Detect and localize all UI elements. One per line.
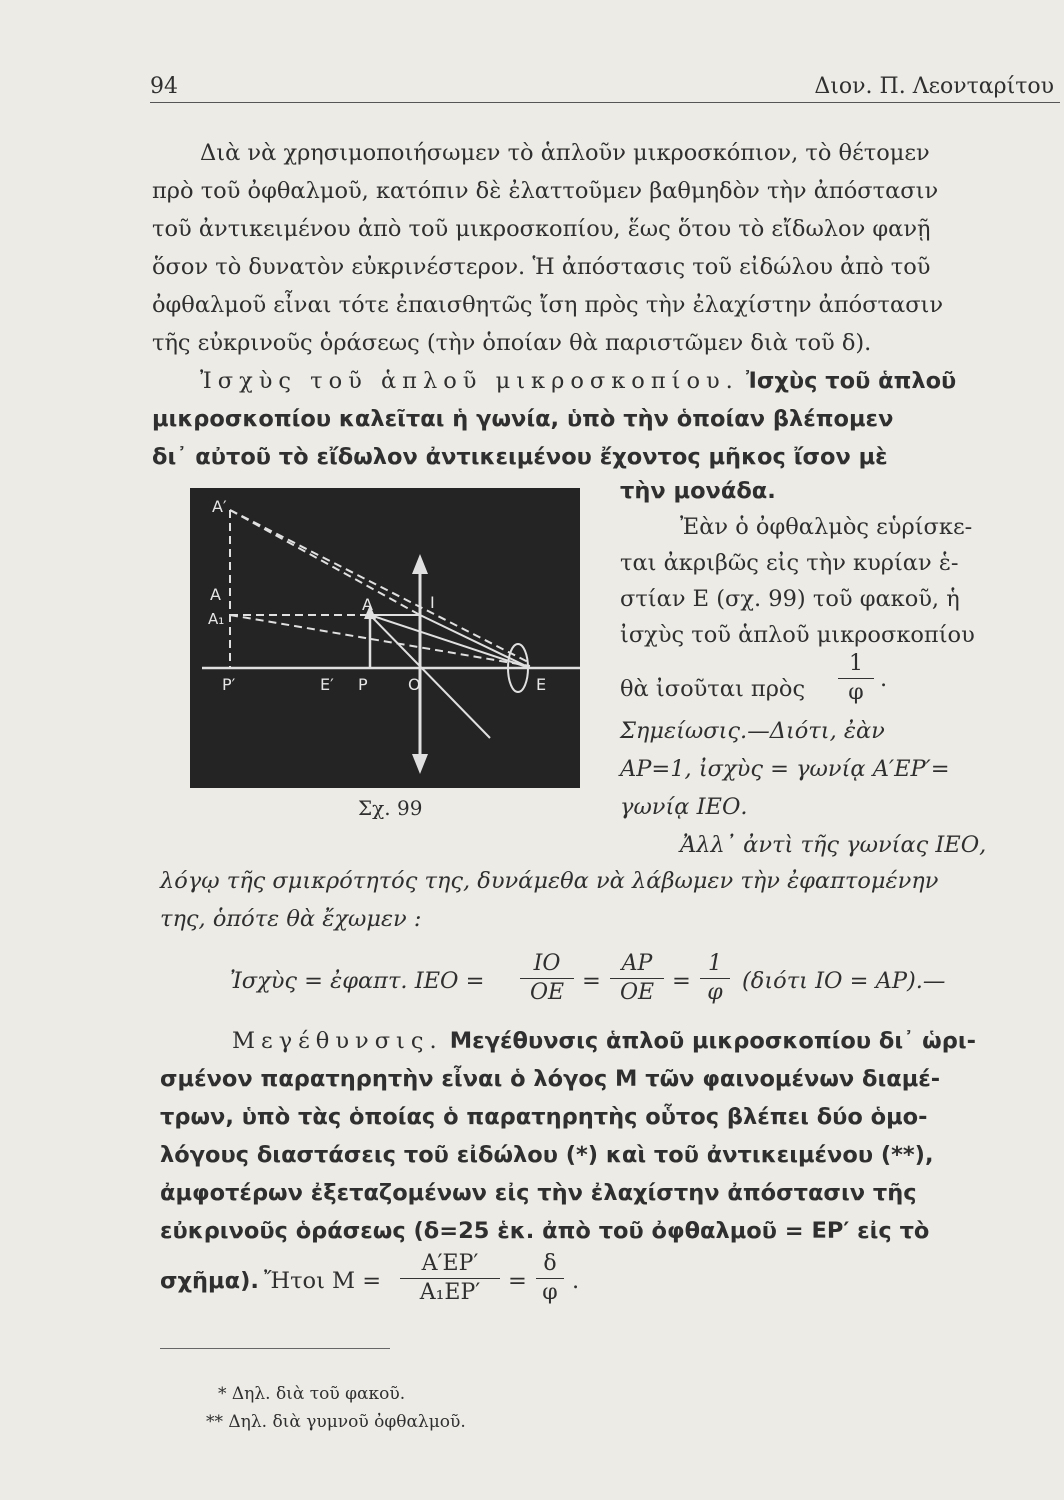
power-heading-line (200, 366, 956, 396)
fraction-numerator: 1 (838, 650, 874, 679)
label-A: A (210, 585, 221, 604)
header-rule (150, 102, 1060, 103)
equals-sign: = (672, 968, 691, 994)
fraction-1-phi (700, 950, 730, 1007)
fraction-delta-phi (536, 1250, 564, 1307)
fraction-numerator: 1 (700, 950, 730, 979)
equals-sign: = (508, 1268, 527, 1294)
magnification-last-start: σχῆμα). (160, 1268, 259, 1294)
definition-line: μικροσκοπίου καλεῖται ἡ γωνία, ὑπὸ τὴν ὁποίαν βλέπομεν (152, 406, 894, 432)
figure-99 (190, 488, 580, 788)
definition-line: δι᾽ αὐτοῦ τὸ εἴδωλον ἀντικειμένου ἔχοντος μῆκος ἴσον μὲ (152, 444, 888, 470)
side-text-line: ἰσχὺς τοῦ ἁπλοῦ μικροσκοπίου (620, 622, 975, 648)
fraction-numerator: Α′ΕΡ′ (400, 1250, 500, 1279)
footnote: ** Δηλ. διὰ γυμνοῦ ὀφθαλμοῦ. (206, 1412, 466, 1432)
magnification-first: Μεγέθυνσις ἁπλοῦ μικροσκοπίου δι᾽ ὡρι- (449, 1028, 976, 1054)
footnote-rule (160, 1348, 390, 1349)
text-line: ὅσον τὸ δυνατὸν εὐκρινέστερον. Ἡ ἀπόστασις τοῦ εἰδώλου ἀπὸ τοῦ (152, 254, 931, 280)
magnification-line: εὐκρινοῦς ὁράσεως (δ=25 ἑκ. ἀπὸ τοῦ ὀφθαλμοῦ = ΕΡ′ εἰς τὸ (160, 1218, 930, 1244)
formula-lhs: Ἰσχὺς = ἐφαπτ. ΙΕΟ = (230, 968, 485, 994)
side-text-line: ται ἀκριβῶς εἰς τὴν κυρίαν ἑ- (620, 550, 959, 576)
equals-sign: = (582, 968, 601, 994)
label-O: O (408, 675, 421, 694)
fraction-denominator: ΟΕ (529, 980, 565, 1005)
text-line: Διὰ νὰ χρησιμοποιήσωμεν τὸ ἁπλοῦν μικροσκόπιον, τὸ θέτομεν (200, 140, 930, 166)
note-line: Ἀλλ᾽ ἀντὶ τῆς γωνίας ΙΕΟ, (680, 832, 987, 858)
note-line: Σημείωσις.—Διότι, ἐὰν (620, 718, 885, 744)
label-A-prime: A′ (212, 497, 227, 516)
label-E-prime: E′ (320, 675, 334, 694)
page-number: 94 (150, 74, 178, 99)
fraction-end: . (572, 1268, 580, 1294)
fraction-denominator: Α₁ΕΡ′ (419, 1280, 481, 1305)
fraction-denominator: φ (848, 680, 864, 705)
text-line: τῆς εὐκρινοῦς ὁράσεως (τὴν ὁποίαν θὰ παριστῶμεν διὰ τοῦ δ). (152, 330, 872, 356)
magnification-heading-line (232, 1026, 976, 1056)
label-A-object: A (362, 595, 373, 614)
label-I: I (430, 593, 435, 612)
magnification-line: λόγους διαστάσεις τοῦ εἰδώλου (*) καὶ τοῦ ἀντικειμένου (**), (160, 1142, 934, 1168)
side-text-line: θὰ ἰσοῦται πρὸς (620, 676, 806, 702)
fraction-denominator: φ (542, 1280, 558, 1305)
footnote: * Δηλ. διὰ τοῦ φακοῦ. (218, 1384, 406, 1404)
magnification-line: τρων, ὑπὸ τὰς ὁποίας ὁ παρατηρητὴς οὗτος βλέπει δύο ὁμο- (160, 1104, 928, 1130)
fraction-IO-OE (520, 950, 574, 1007)
fraction-end: . (880, 666, 888, 692)
formula-tail: (διότι ΙΟ = ΑΡ).— (742, 968, 946, 994)
magnification-last-mid: Ἤτοι Μ = (264, 1268, 382, 1294)
label-P-prime: P′ (222, 675, 236, 694)
label-A1: A₁ (208, 610, 225, 628)
power-definition-start: Ἰσχὺς τοῦ ἁπλοῦ (745, 368, 957, 394)
magnification-line: ἀμφοτέρων ἐξεταζομένων εἰς τὴν ἐλαχίστην ἀπόστασιν τῆς (160, 1180, 917, 1206)
text-line: πρὸ τοῦ ὀφθαλμοῦ, κατόπιν δὲ ἐλαττοῦμεν βαθμηδὸν τὴν ἀπόστασιν (152, 178, 939, 204)
text-line: ὀφθαλμοῦ εἶναι τότε ἐπαισθητῶς ἴση πρὸς τὴν ἐλαχίστην ἀπόστασιν (152, 292, 944, 318)
note-line: λόγῳ τῆς σμικρότητός της, δυνάμεθα νὰ λάβωμεν τὴν ἐφαπτομένην (160, 868, 939, 894)
fraction-numerator: ΑΡ (610, 950, 664, 979)
fraction-numerator: ΙΟ (520, 950, 574, 979)
figure-caption: Σχ. 99 (358, 796, 423, 820)
side-text-line: στίαν Ε (σχ. 99) τοῦ φακοῦ, ἡ (620, 586, 960, 612)
fraction-numerator: δ (536, 1250, 564, 1279)
text-line: τοῦ ἀντικειμένου ἀπὸ τοῦ μικροσκοπίου, ἕως ὅτου τὸ εἴδωλον φανῇ (152, 216, 931, 242)
lens-diagram (190, 488, 580, 788)
fraction-denominator: φ (707, 980, 723, 1005)
fraction-denominator: ΟΕ (619, 980, 655, 1005)
side-text-line: Ἐὰν ὁ ὀφθαλμὸς εὑρίσκε- (680, 514, 973, 540)
fraction-magnification (400, 1250, 500, 1307)
magnification-heading: Μεγέθυνσις. (232, 1028, 443, 1054)
fraction-power (838, 650, 874, 707)
page-header (150, 74, 1060, 104)
label-P: P (358, 675, 368, 694)
magnification-line: σμένον παρατηρητὴν εἶναι ὁ λόγος Μ τῶν φαινομένων διαμέ- (160, 1066, 941, 1092)
fraction-AP-OE (610, 950, 664, 1007)
note-line: γωνίᾳ ΙΕΟ. (620, 794, 748, 820)
note-line: της, ὁπότε θὰ ἔχωμεν : (160, 906, 422, 932)
definition-line: τὴν μονάδα. (620, 478, 776, 504)
label-E: E (536, 675, 547, 694)
note-line: ΑΡ=1, ἰσχὺς = γωνίᾳ Α′ΕΡ′= (620, 756, 950, 782)
power-heading: Ἰσχὺς τοῦ ἁπλοῦ μικροσκοπίου. (200, 368, 739, 394)
running-title: Διον. Π. Λεονταρίτου (814, 74, 1054, 99)
